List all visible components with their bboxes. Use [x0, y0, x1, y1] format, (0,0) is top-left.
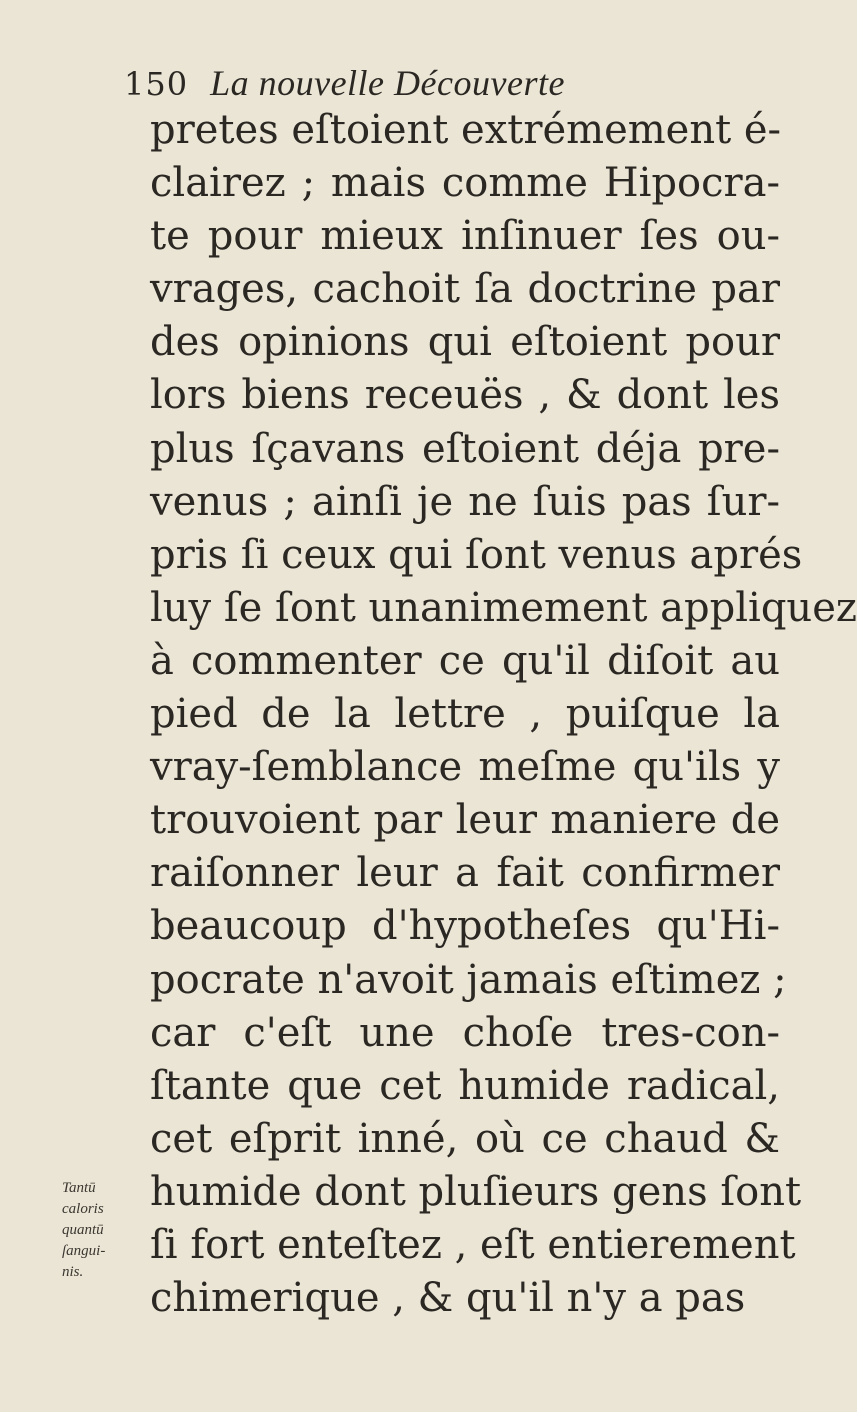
margin-note-line: caloris: [62, 1201, 104, 1217]
margin-note-line: Tantū: [62, 1180, 96, 1196]
text-line: humide dont pluſieurs gens ſont: [150, 1168, 802, 1215]
running-title: La nouvelle Découverte: [210, 63, 565, 103]
text-line: luy ſe ſont unanimement appliquez: [150, 584, 857, 631]
text-line: pretes eſtoient extrémement é-: [150, 107, 782, 153]
page-header: [124, 62, 565, 106]
text-line: lors biens receuës , & dont les: [150, 372, 780, 419]
text-line: trouvoient par leur maniere de: [150, 797, 780, 844]
text-line: chimerique , & qu'il n'y a pas: [150, 1275, 746, 1322]
text-line: raiſonner leur a fait confirmer: [150, 850, 780, 897]
text-line: vrages, cachoit ſa doctrine par: [150, 266, 780, 313]
margin-note-line: ſangui-: [62, 1243, 106, 1259]
text-line: ſi fort enteſtez , eſt entierement: [150, 1221, 796, 1268]
text-line: beaucoup d'hypotheſes qu'Hi-: [150, 903, 780, 950]
page-number: 150: [124, 65, 189, 103]
margin-note-line: quantū: [62, 1222, 104, 1238]
text-line: à commenter ce qu'il diſoit au: [150, 637, 780, 684]
text-line: pris ſi ceux qui ſont venus aprés: [150, 531, 803, 578]
text-line: te pour mieux inſinuer ſes ou-: [150, 213, 780, 260]
text-line: car c'eſt une choſe tres-con-: [150, 1009, 780, 1056]
body-text: [150, 104, 857, 1325]
text-line: plus ſçavans eſtoient déja pre-: [150, 425, 780, 472]
text-line: pocrate n'avoit jamais eſtimez ;: [150, 956, 787, 1003]
margin-note-line: nis.: [62, 1264, 84, 1280]
text-line: clairez ; mais comme Hipocra-: [150, 160, 780, 207]
text-line: vray-ſemblance meſme qu'ils y: [150, 744, 780, 791]
text-line: des opinions qui eſtoient pour: [150, 319, 780, 366]
text-line: cet eſprit inné, où ce chaud &: [150, 1115, 780, 1162]
margin-note: [62, 1178, 146, 1283]
text-line: ſtante que cet humide radical,: [150, 1062, 780, 1109]
text-line: pied de la lettre , puiſque la: [150, 691, 780, 738]
text-line: venus ; ainſi je ne ſuis pas ſur-: [150, 478, 780, 525]
